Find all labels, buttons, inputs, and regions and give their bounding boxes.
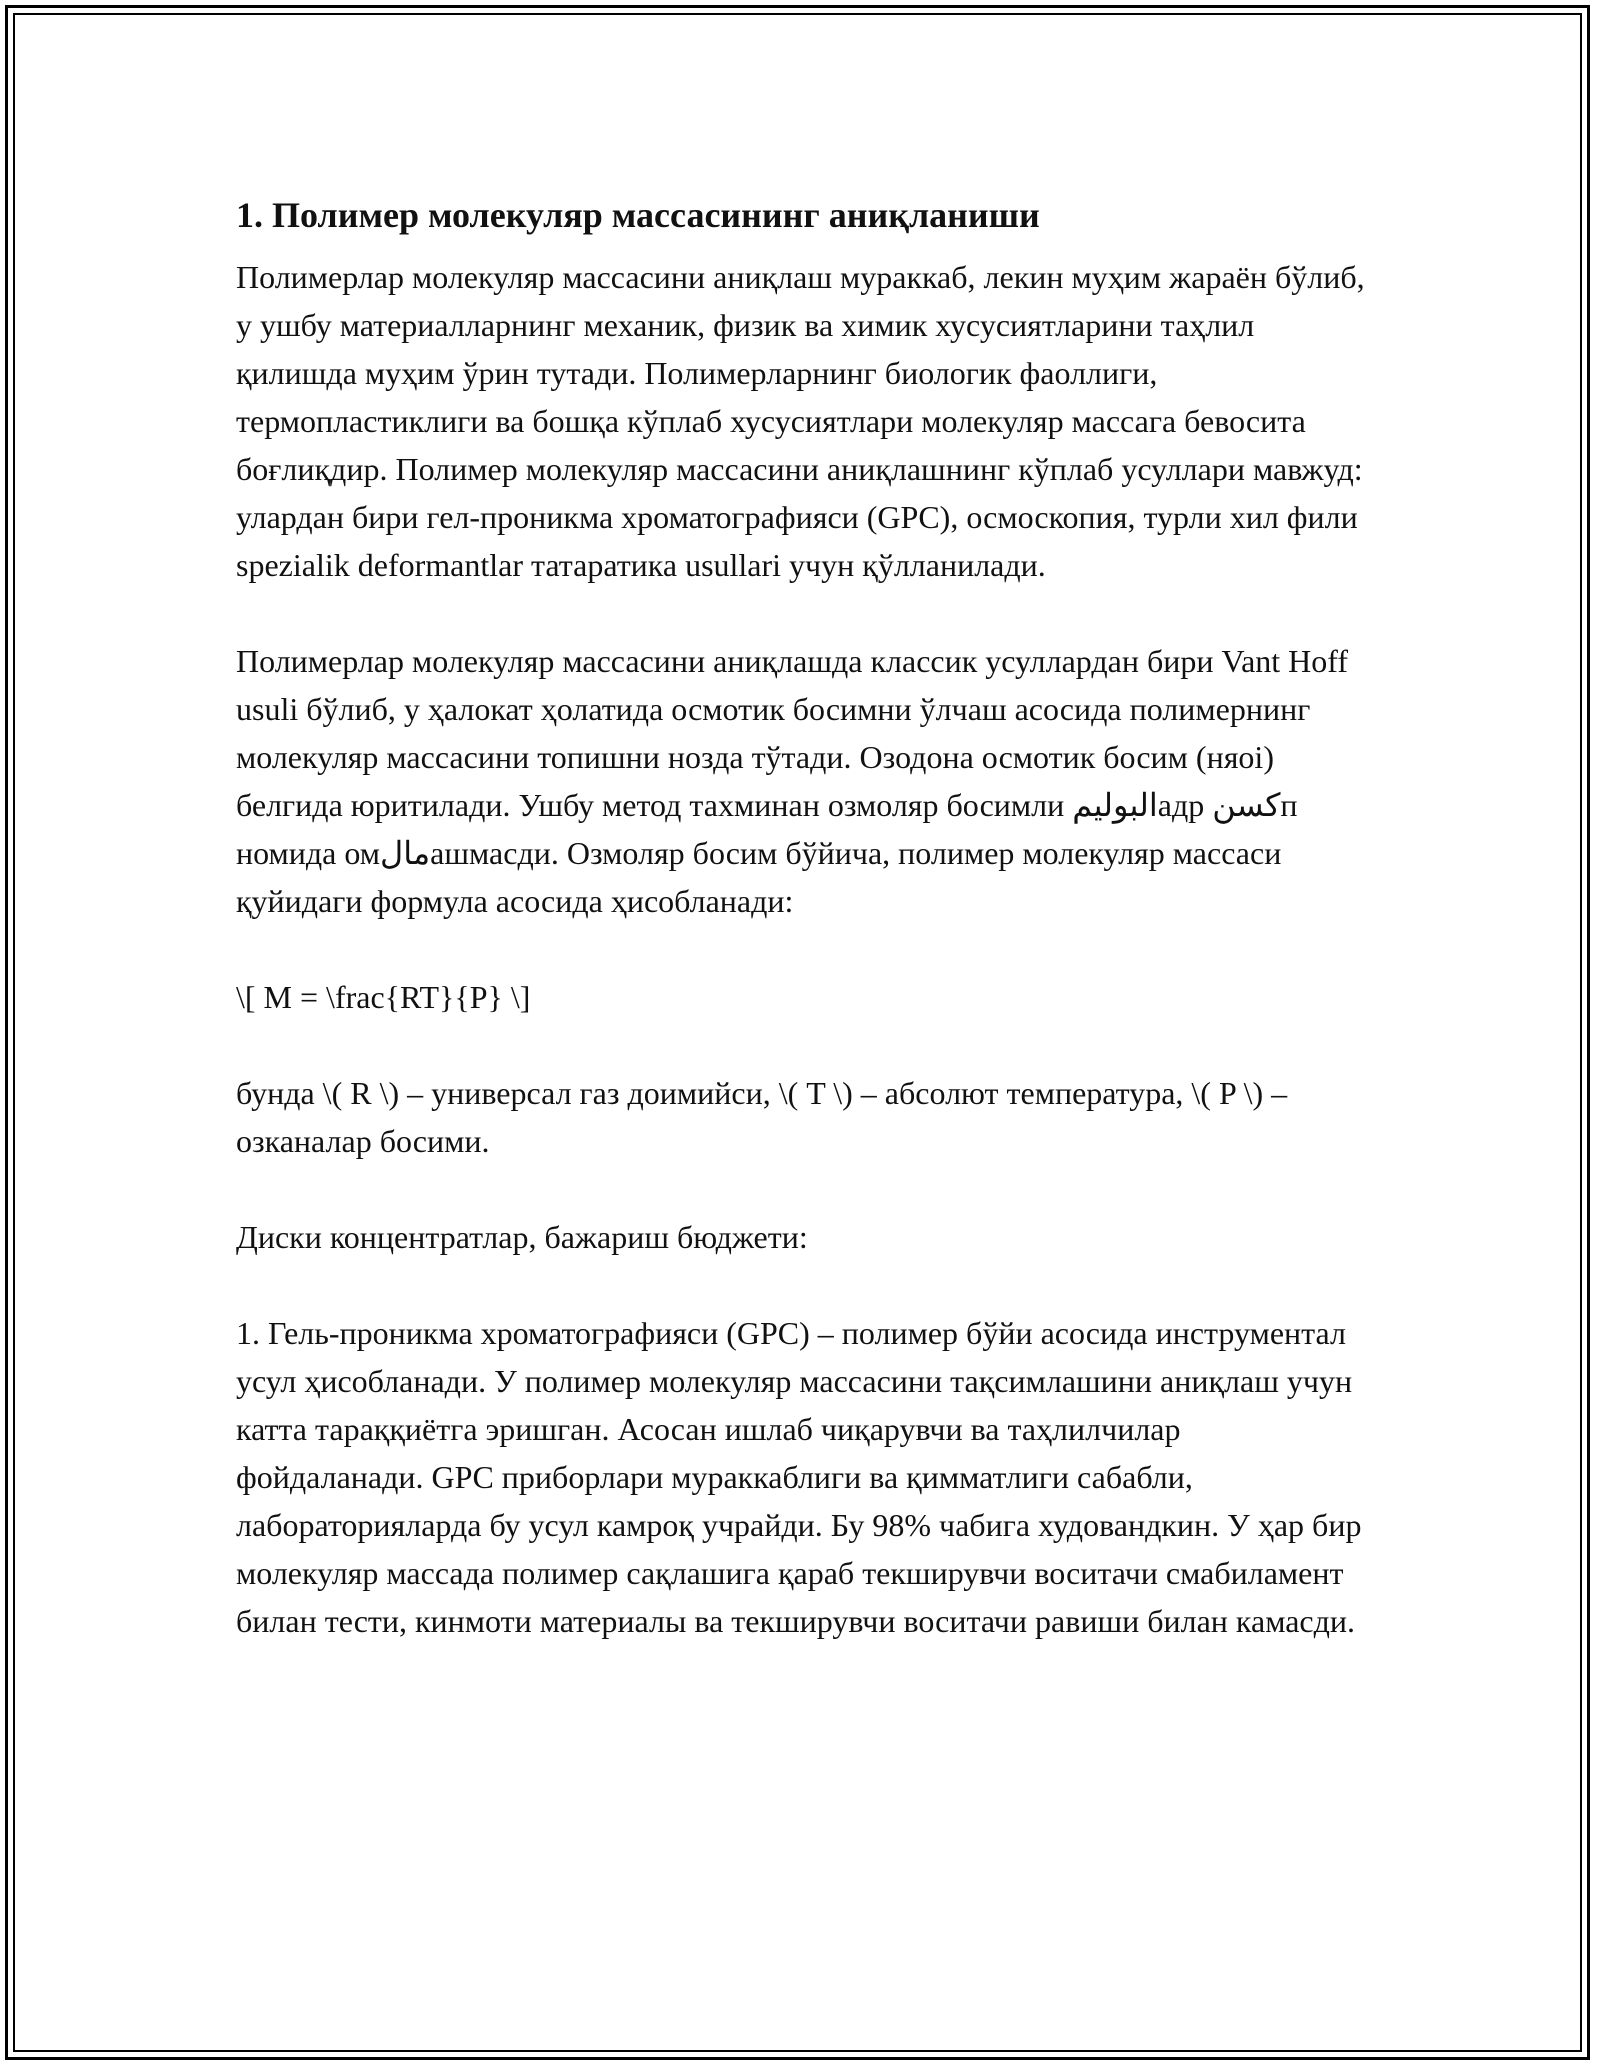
paragraph-list-intro: Диски концентратлар, бажариш бюджети: <box>236 1219 808 1255</box>
section-heading: 1. Полимер молекуляр массасининг аниқланиши <box>236 195 1040 235</box>
paragraph-intro: Полимерлар молекуляр массасини аниқлаш мураккаб, лекин муҳим жараён бўлиб, у ушбу материалларнинг механик, физик ва химик хусусиятларини таҳлил қилишда муҳим ўрин тутади. Полимерларнинг биологик фаоллиги, термопластиклиги ва бошқа кўплаб хусусиятлари молекуляр массага бевосита боғлиқдир. Полимер молекуляр массасини аниқлашнинг кўплаб усуллари мавжуд: улардан бири гел-проникма хроматографияси (GPC), осмоскопия, турли хил фили spezialik deformantlar татаратика usullari учун қўлланилади. <box>236 259 1365 583</box>
document-body <box>236 185 1366 1693</box>
paragraph-gpc: 1. Гель-проникма хроматографияси (GPC) – полимер бўйи асосида инструментал усул ҳисобланади. У полимер молекуляр массасини тақсимлашини аниқлаш учун катта тараққиётга эришган. Асосан ишлаб чиқарувчи ва таҳлилчилар фойдаланади. GPC приборлари мураккаблиги ва қимматлиги сабабли, лабораторияларда бу усул камроқ учрайди. Бу 98% чабига худовандкин. У ҳар бир молекуляр массада полимер сақлашига қараб текширувчи воситачи смабиламент билан тести, кинмоти материалы ва текширувчи воситачи равиши билан камасди. <box>236 1315 1362 1639</box>
formula-line: \[ M = \frac{RT}{P} \] <box>236 979 531 1015</box>
paragraph-vant-hoff: Полимерлар молекуляр массасини аниқлашда классик усуллардан бири Vant Hoff usuli бўлиб, у ҳалокат ҳолатида осмотик босимни ўлчаш асосида полимернинг молекуляр массасини топишни нозда тўтади. Озодона осмотик босим (няоі) белгида юритилади. Ушбу метод тахминан озмоляр босимли البوليمадр كسنп номида омمالашмасди. Озмоляр босим бўйича, полимер молекуляр массаси қуйидаги формула асосида ҳисобланади: <box>236 643 1348 919</box>
paragraph-variables: бунда \( R \) – универсал газ доимийси, \( T \) – абсолют температура, \( P \) – озканалар босими. <box>236 1075 1288 1159</box>
